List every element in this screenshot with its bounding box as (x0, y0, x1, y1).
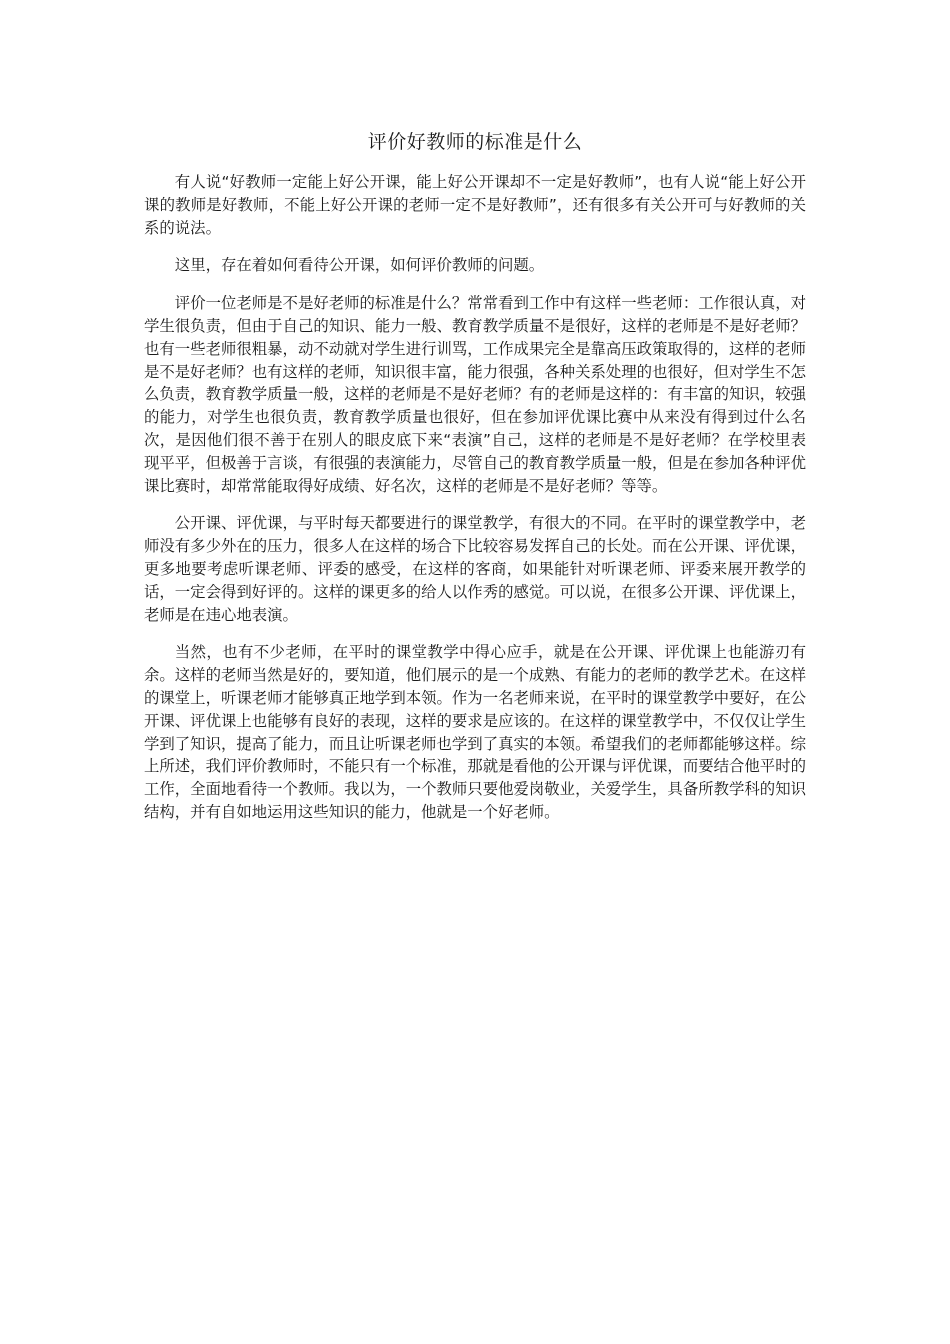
document-page (144, 126, 806, 839)
paragraph-5: 当然，也有不少老师，在平时的课堂教学中得心应手，就是在公开课、评优课上也能游刃有余。这样的老师当然是好的，要知道，他们展示的是一个成熟、有能力的老师的教学艺术。在这样的课堂上，听课老师才能够真正地学到本领。作为一名老师来说，在平时的课堂教学中要好，在公开课、评优课上也能够有良好的表现，这样的要求是应该的。在这样的课堂教学中，不仅仅让学生学到了知识，提高了能力，而且让听课老师也学到了真实的本领。希望我们的老师都能够这样。综上所述，我们评价教师时，不能只有一个标准，那就是看他的公开课与评优课，而要结合他平时的工作，全面地看待一个教师。我以为，一个教师只要他爱岗敬业，关爱学生，具备所教学科的知识结构，并有自如地运用这些知识的能力，他就是一个好老师。 (144, 643, 806, 821)
paragraph-2: 这里，存在着如何看待公开课，如何评价教师的问题。 (174, 256, 545, 275)
paragraph-3: 评价一位老师是不是好老师的标准是什么？常常看到工作中有这样一些老师：工作很认真，对学生很负责，但由于自己的知识、能力一般、教育教学质量不是很好，这样的老师是不是好老师？也有一些老师很粗暴，动不动就对学生进行训骂，工作成果完全是靠高压政策取得的，这样的老师是不是好老师？也有这样的老师，知识很丰富，能力很强，各种关系处理的也很好，但对学生不怎么负责，教育教学质量一般，这样的老师是不是好老师？有的老师是这样的：有丰富的知识，较强的能力，对学生也很负责，教育教学质量也很好，但在参加评优课比赛中从来没有得到过什么名次，是因他们很不善于在别人的眼皮底下来“表演”自己，这样的老师是不是好老师？在学校里表现平平，但极善于言谈，有很强的表演能力，尽管自己的教育教学质量一般，但是在参加各种评优课比赛时，却常常能取得好成绩、好名次，这样的老师是不是好老师？等等。 (144, 294, 806, 495)
paragraph-4: 公开课、评优课，与平时每天都要进行的课堂教学，有很大的不同。在平时的课堂教学中，老师没有多少外在的压力，很多人在这样的场合下比较容易发挥自己的长处。而在公开课、评优课，更多地要考虑听课老师、评委的感受，在这样的客商，如果能针对听课老师、评委来展开教学的话，一定会得到好评的。这样的课更多的给人以作秀的感觉。可以说，在很多公开课、评优课上，老师是在违心地表演。 (144, 514, 806, 624)
document-title: 评价好教师的标准是什么 (367, 131, 583, 153)
paragraph-1: 有人说“好教师一定能上好公开课，能上好公开课却不一定是好教师”，也有人说“能上好公开课的教师是好教师，不能上好公开课的老师一定不是好教师”，还有很多有关公开可与好教师的关系的说法。 (144, 173, 806, 237)
